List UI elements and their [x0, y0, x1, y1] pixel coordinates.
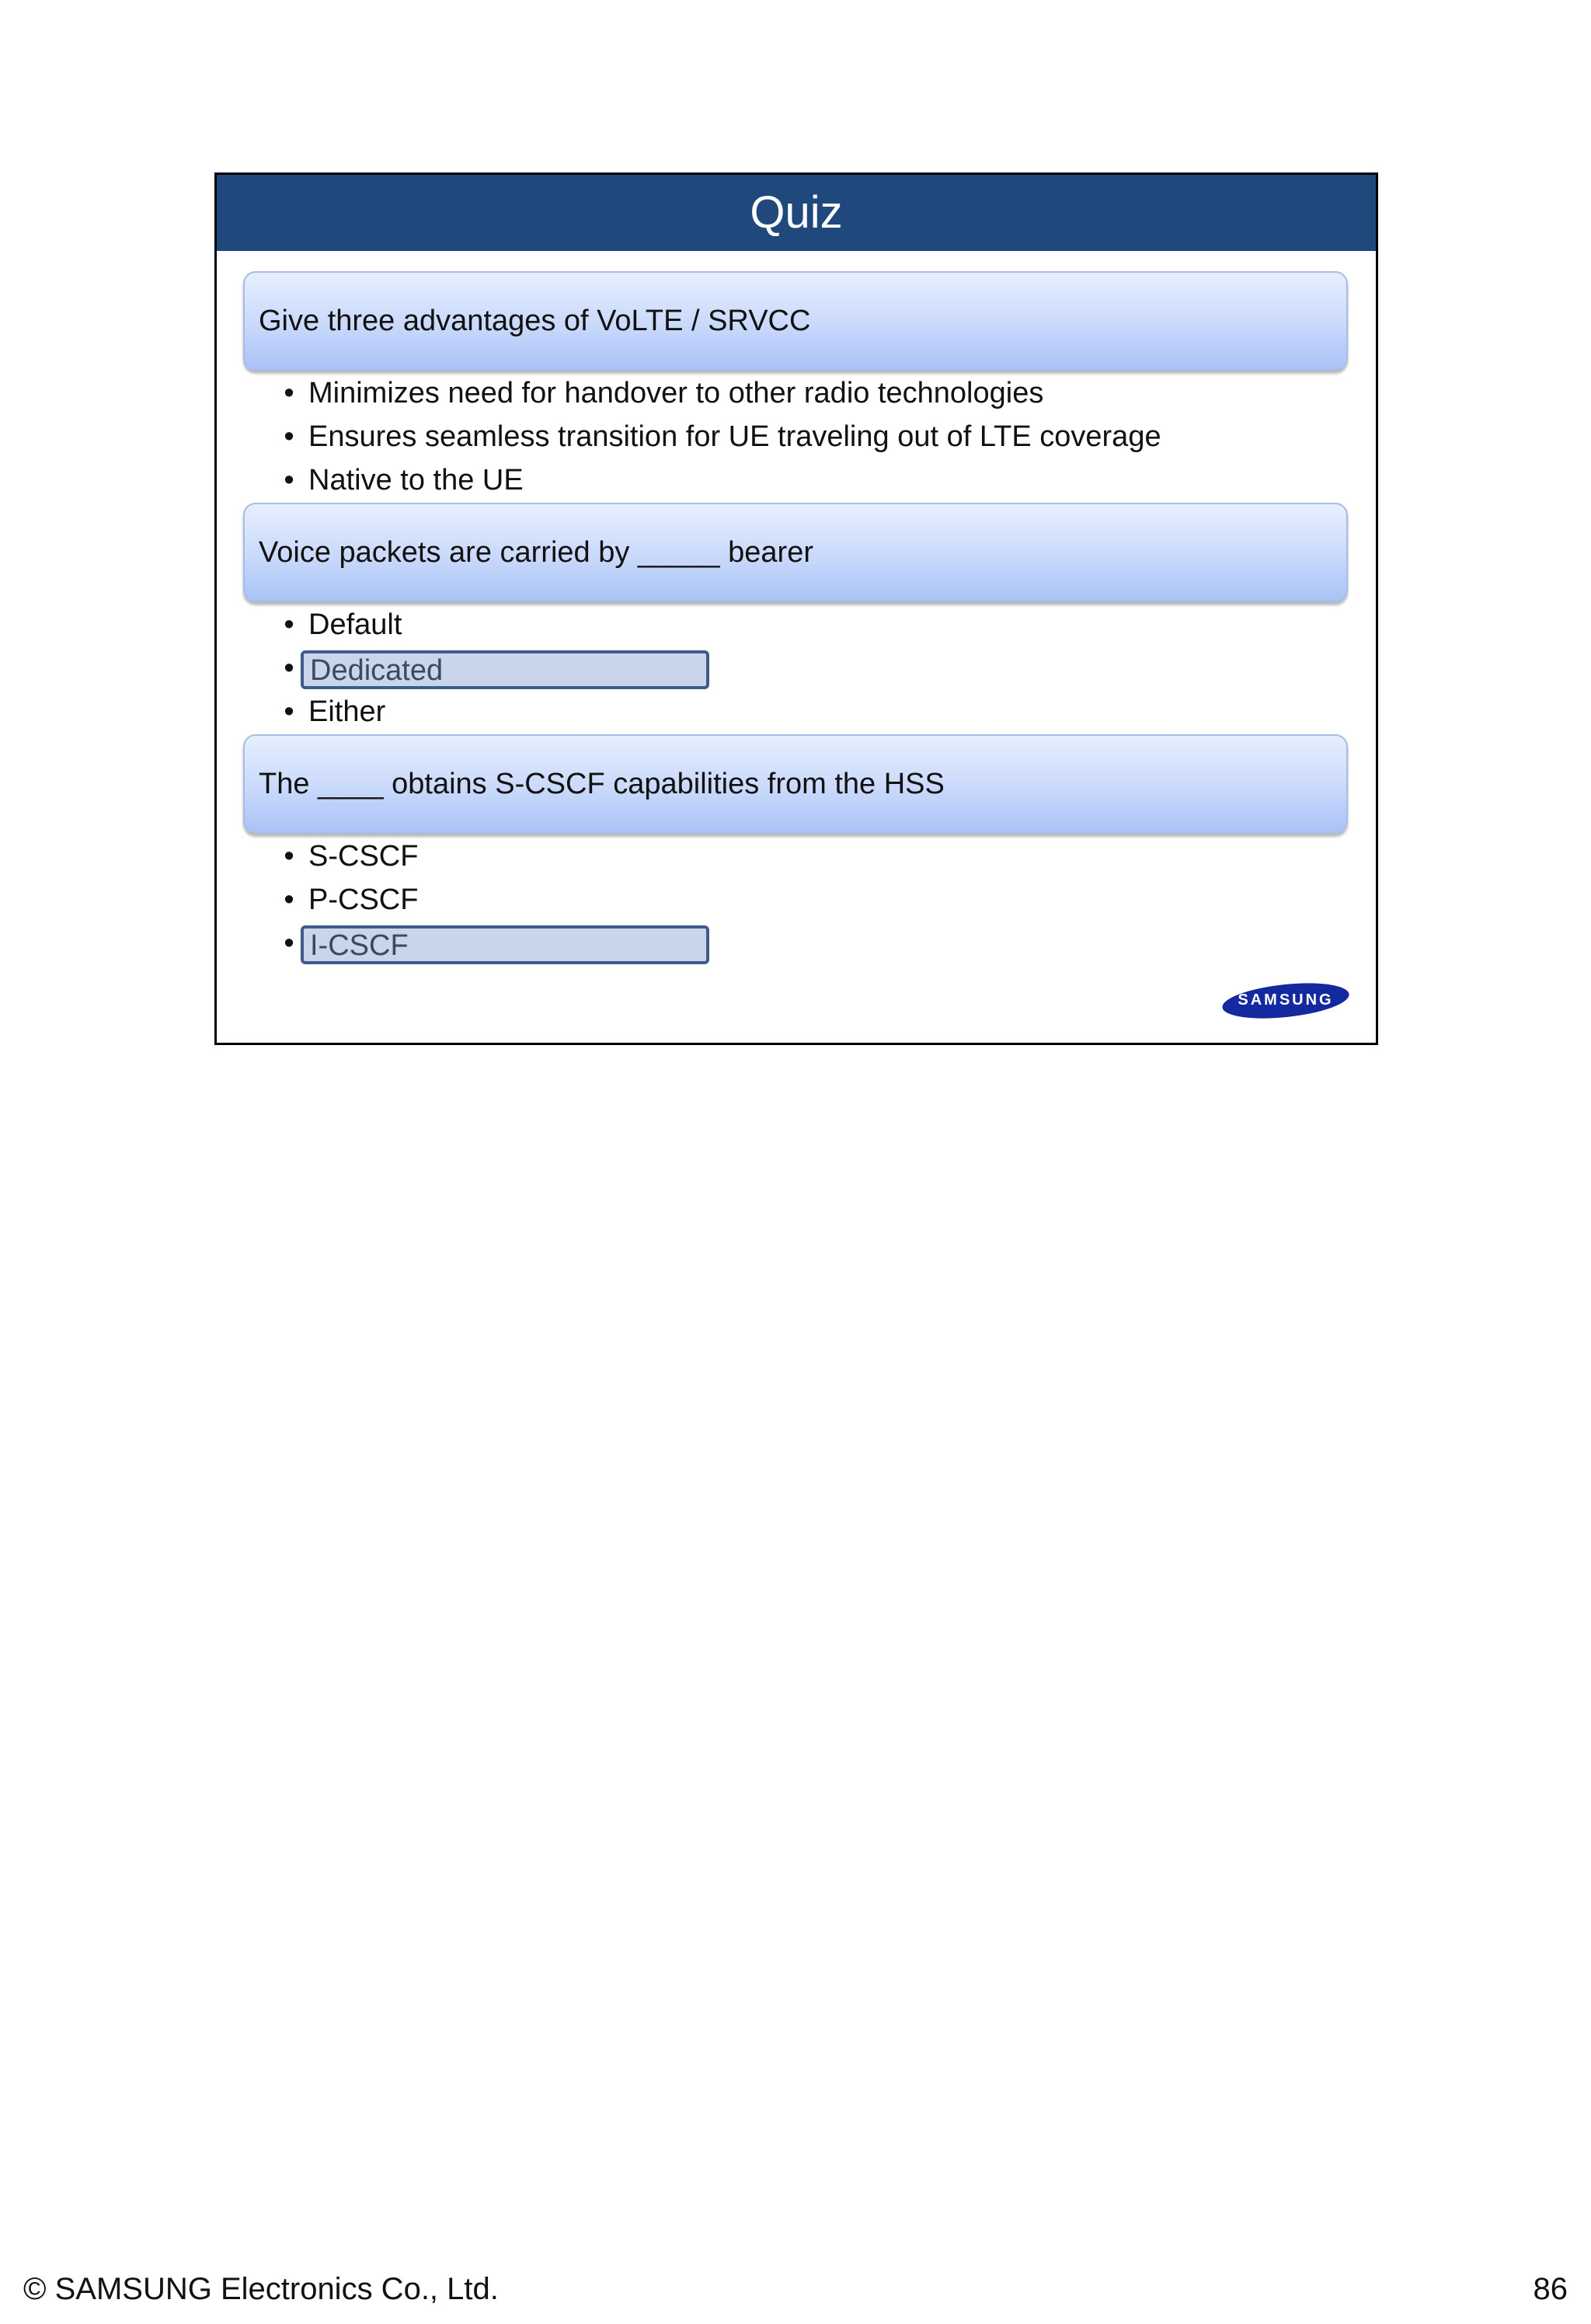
list-item: [279, 458, 1161, 502]
highlighted-answer: I-CSCF: [301, 925, 709, 964]
answer-text: S-CSCF: [308, 840, 419, 873]
answer-list-1: [279, 371, 1161, 502]
samsung-logo: [1220, 981, 1351, 1020]
answer-text: Ensures seamless transition for UE traveling out of LTE coverage: [308, 420, 1161, 453]
page-number: 86: [1533, 2272, 1568, 2306]
list-item: [279, 834, 709, 878]
list-item: [279, 690, 709, 733]
bullet: •: [284, 377, 294, 409]
answer-text: Native to the UE: [308, 464, 524, 497]
list-item: [279, 646, 709, 690]
quiz-slide: [214, 172, 1378, 1045]
answer-text: Minimizes need for handover to other radio technologies: [308, 377, 1044, 409]
list-item: [279, 415, 1161, 458]
answer-text: Either: [308, 695, 386, 728]
question-box-1: [243, 271, 1348, 371]
bullet: •: [284, 420, 294, 453]
list-item: [279, 371, 1161, 415]
answer-list-2: [279, 603, 709, 733]
bullet: •: [284, 695, 294, 728]
answer-text: Default: [308, 608, 402, 641]
list-item: [279, 878, 709, 922]
bullet: •: [284, 464, 294, 497]
bullet: •: [284, 927, 294, 960]
answer-list-3: [279, 834, 709, 965]
question-box-3: [243, 734, 1348, 834]
question-box-2: [243, 503, 1348, 602]
slide-title: Quiz: [217, 175, 1376, 251]
question-text-3: The ____ obtains S-CSCF capabilities from the HSS: [259, 767, 945, 800]
bullet: •: [284, 840, 294, 873]
bullet: •: [284, 608, 294, 641]
answer-text: P-CSCF: [308, 883, 419, 916]
list-item: [279, 922, 709, 965]
list-item: [279, 603, 709, 646]
question-text-1: Give three advantages of VoLTE / SRVCC: [259, 304, 811, 337]
svg-text:SAMSUNG: SAMSUNG: [1238, 991, 1334, 1009]
bullet: •: [284, 883, 294, 916]
highlighted-answer: Dedicated: [301, 650, 709, 689]
question-text-2: Voice packets are carried by _____ bearer: [259, 535, 813, 569]
copyright-footer: © SAMSUNG Electronics Co., Ltd.: [23, 2272, 499, 2306]
bullet: •: [284, 652, 294, 685]
